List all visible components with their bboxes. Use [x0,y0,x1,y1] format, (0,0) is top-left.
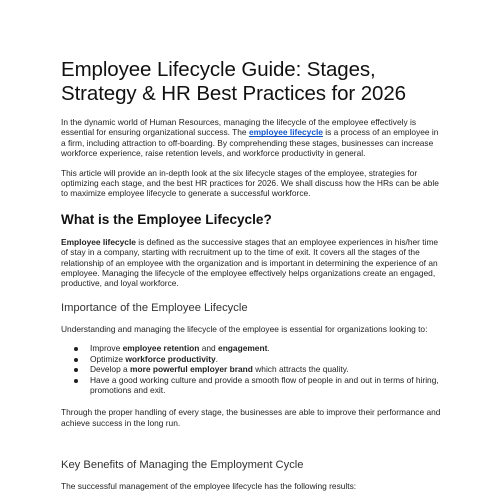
bullet-icon [74,358,78,362]
importance-closing: Through the proper handling of every stage, the businesses are able to improve their performance and achieve success in the long run. [61,407,441,428]
key-benefits-lead: The successful management of the employee lifecycle has the following results: [61,481,357,492]
definition-paragraph [61,237,441,289]
list-item [61,354,441,364]
list-item-text: . [267,343,270,354]
list-item [61,375,441,396]
page-title: Employee Lifecycle Guide: Stages, Strategy & HR Best Practices for 2026 [61,58,406,105]
list-item-text: . [215,353,218,364]
list-item-text: which attracts the quality. [252,364,349,375]
bullet-icon [74,379,78,383]
overview-paragraph: This article will provide an in-depth look at the six lifecycle stages of the employee, strategies for optimizing each stage, and the best HR practices for 2026. We shall discuss how the HRs can be able to maximize employee lifecycle to generate a successful workforce. [61,167,439,199]
list-item-text: Have a good working culture and provide a smooth flow of people in and out in terms of hiring, promotions and exit. [90,374,439,395]
section-heading-key-benefits: Key Benefits of Managing the Employment Cycle [61,459,304,472]
employee-lifecycle-link[interactable]: employee lifecycle [248,127,323,138]
list-item-bold: employee retention [122,343,200,354]
list-item-bold: workforce productivity [125,353,216,364]
intro-paragraph [61,117,441,159]
list-item [61,343,441,353]
bullet-icon [74,368,78,372]
definition-text: is defined as the successive stages that an employee experiences in his/her time of stay in a company, starting with recruitment up to the time of exit. It covers all the stages of the relationship of an employee with the organization and is important in determining the experience of an employee. Managing the lifecycle of the employee effectively helps organizations create an engaged, productive, and loyal workforce. [61,236,439,289]
list-item-text: and [199,343,219,354]
list-item-bold: engagement [218,343,268,354]
list-item [61,364,441,374]
section-heading-what-is: What is the Employee Lifecycle? [61,211,272,227]
list-item-text: Develop a [90,364,131,375]
list-item-bold: more powerful employer brand [130,364,253,375]
document-page [61,58,441,492]
importance-list [61,343,441,395]
list-item-text: Optimize [90,353,126,364]
list-item-text: Improve [90,343,123,354]
bullet-icon [74,347,78,351]
intro-text-1: In the dynamic world of Human Resources, managing the lifecycle of the employee effectively is essential for ensuring organizational success. The [61,117,417,138]
importance-lead: Understanding and managing the lifecycle of the employee is essential for organizations looking to: [61,323,428,334]
section-heading-importance: Importance of the Employee Lifecycle [61,301,248,314]
definition-term: Employee lifecycle [61,236,136,247]
intro-text-2: is a process of an employee in a firm, including attraction to off-boarding. By comprehending these stages, businesses can increase workforce experience, raise retention levels, and workforce productivity in general. [61,127,439,159]
